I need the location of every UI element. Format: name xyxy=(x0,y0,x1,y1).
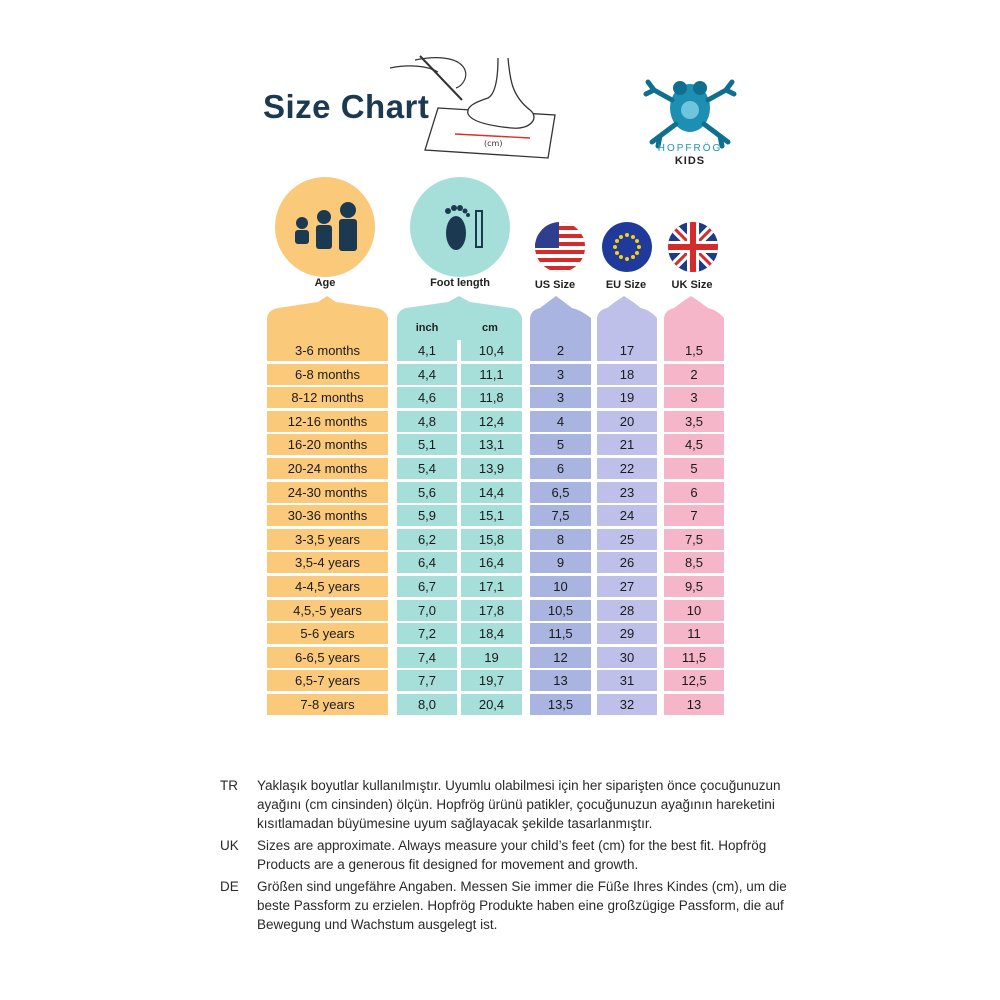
cell-uk: 3,5 xyxy=(664,411,724,432)
cell-uk: 8,5 xyxy=(664,552,724,573)
cell-uk: 10 xyxy=(664,600,724,621)
cell-age: 30-36 months xyxy=(267,505,388,526)
cell-us: 10 xyxy=(530,576,591,597)
cell-us: 5 xyxy=(530,434,591,455)
cell-uk: 11,5 xyxy=(664,647,724,668)
note-uk xyxy=(220,836,820,874)
cell-age: 12-16 months xyxy=(267,411,388,432)
cell-inch: 5,9 xyxy=(397,505,457,526)
cell-inch: 7,0 xyxy=(397,600,457,621)
cell-us: 3 xyxy=(530,364,591,385)
cell-uk: 11 xyxy=(664,623,724,644)
cell-eu: 18 xyxy=(597,364,657,385)
cell-eu: 20 xyxy=(597,411,657,432)
cell-age: 3-3,5 years xyxy=(267,529,388,550)
cell-eu: 19 xyxy=(597,387,657,408)
cm-label: (cm) xyxy=(484,139,503,148)
cell-cm: 15,1 xyxy=(461,505,522,526)
cm-subheader: cm xyxy=(482,322,498,334)
cell-cm: 16,4 xyxy=(461,552,522,573)
cell-age: 4,5,-5 years xyxy=(267,600,388,621)
cell-inch: 6,7 xyxy=(397,576,457,597)
us-size-header: US Size xyxy=(534,279,576,291)
cell-inch: 4,8 xyxy=(397,411,457,432)
cell-uk: 5 xyxy=(664,458,724,479)
cell-eu: 24 xyxy=(597,505,657,526)
cell-us: 6 xyxy=(530,458,591,479)
note-text: Sizes are approximate. Always measure your child’s feet (cm) for the best fit. Hopfrög Products are a generous fit designed for movement and growth. xyxy=(257,838,767,872)
cell-uk: 2 xyxy=(664,364,724,385)
cell-eu: 17 xyxy=(597,340,657,361)
cell-inch: 6,4 xyxy=(397,552,457,573)
cell-uk: 3 xyxy=(664,387,724,408)
cell-eu: 28 xyxy=(597,600,657,621)
cell-cm: 17,1 xyxy=(461,576,522,597)
note-de xyxy=(220,877,820,934)
cell-eu: 23 xyxy=(597,482,657,503)
inch-subheader: inch xyxy=(415,322,439,334)
cell-eu: 26 xyxy=(597,552,657,573)
cell-inch: 8,0 xyxy=(397,694,457,715)
cell-inch: 4,1 xyxy=(397,340,457,361)
cell-age: 8-12 months xyxy=(267,387,388,408)
cell-age: 5-6 years xyxy=(267,623,388,644)
cell-age: 4-4,5 years xyxy=(267,576,388,597)
page-title: Size Chart xyxy=(263,88,430,125)
note-tr xyxy=(220,776,820,833)
cell-eu: 31 xyxy=(597,670,657,691)
cell-eu: 25 xyxy=(597,529,657,550)
cell-uk: 4,5 xyxy=(664,434,724,455)
cell-us: 10,5 xyxy=(530,600,591,621)
note-code: TR xyxy=(220,778,238,793)
cell-eu: 29 xyxy=(597,623,657,644)
foot-length-header: Foot length xyxy=(430,277,490,289)
cell-cm: 19,7 xyxy=(461,670,522,691)
eu-size-header: EU Size xyxy=(605,279,647,291)
cell-us: 6,5 xyxy=(530,482,591,503)
cell-age: 6,5-7 years xyxy=(267,670,388,691)
cell-age: 7-8 years xyxy=(267,694,388,715)
note-code: DE xyxy=(220,879,239,894)
cell-cm: 13,1 xyxy=(461,434,522,455)
cell-age: 6-6,5 years xyxy=(267,647,388,668)
cell-cm: 13,9 xyxy=(461,458,522,479)
cell-cm: 20,4 xyxy=(461,694,522,715)
cell-cm: 15,8 xyxy=(461,529,522,550)
cell-age: 24-30 months xyxy=(267,482,388,503)
cell-cm: 17,8 xyxy=(461,600,522,621)
age-header: Age xyxy=(314,277,336,289)
cell-uk: 12,5 xyxy=(664,670,724,691)
cell-inch: 5,6 xyxy=(397,482,457,503)
cell-inch: 4,6 xyxy=(397,387,457,408)
cell-us: 13 xyxy=(530,670,591,691)
cell-uk: 1,5 xyxy=(664,340,724,361)
cell-eu: 22 xyxy=(597,458,657,479)
cell-cm: 10,4 xyxy=(461,340,522,361)
cell-age: 3,5-4 years xyxy=(267,552,388,573)
cell-uk: 7 xyxy=(664,505,724,526)
cell-us: 8 xyxy=(530,529,591,550)
cell-inch: 6,2 xyxy=(397,529,457,550)
cell-inch: 7,2 xyxy=(397,623,457,644)
note-text: Yaklaşık boyutlar kullanılmıştır. Uyumlu olabilmesi için her siparişten önce çocuğunuzun ayağını (cm cinsinden) ölçün. Hopfrög ürünü patikler, çocuğunuzun ayağının hareketini kısıtlamadan büyümesine uyum sağlayacak şekilde tasarlanmıştır. xyxy=(257,778,781,831)
cell-inch: 7,7 xyxy=(397,670,457,691)
cell-age: 3-6 months xyxy=(267,340,388,361)
cell-eu: 30 xyxy=(597,647,657,668)
uk-size-header: UK Size xyxy=(671,279,713,291)
cell-eu: 27 xyxy=(597,576,657,597)
cell-us: 12 xyxy=(530,647,591,668)
logo-brand-text: HOPFRÖG xyxy=(657,143,723,154)
notes-section xyxy=(220,776,820,937)
cell-eu: 32 xyxy=(597,694,657,715)
logo-kids-text: KIDS xyxy=(674,155,706,167)
note-text: Größen sind ungefähre Angaben. Messen Sie immer die Füße Ihres Kindes (cm), um die beste Passform zu erzielen. Hopfrög Produkte haben eine großzügige Passform, die auf Bewegung und Wachstum ausgelegt ist. xyxy=(257,879,787,932)
cell-us: 4 xyxy=(530,411,591,432)
cell-age: 6-8 months xyxy=(267,364,388,385)
cell-inch: 4,4 xyxy=(397,364,457,385)
cell-uk: 6 xyxy=(664,482,724,503)
cell-uk: 13 xyxy=(664,694,724,715)
cell-uk: 7,5 xyxy=(664,529,724,550)
cell-inch: 5,1 xyxy=(397,434,457,455)
cell-eu: 21 xyxy=(597,434,657,455)
cell-inch: 7,4 xyxy=(397,647,457,668)
cell-cm: 12,4 xyxy=(461,411,522,432)
cell-us: 7,5 xyxy=(530,505,591,526)
cell-age: 20-24 months xyxy=(267,458,388,479)
cell-cm: 11,1 xyxy=(461,364,522,385)
cell-us: 13,5 xyxy=(530,694,591,715)
cell-cm: 11,8 xyxy=(461,387,522,408)
cell-us: 2 xyxy=(530,340,591,361)
cell-inch: 5,4 xyxy=(397,458,457,479)
cell-uk: 9,5 xyxy=(664,576,724,597)
cell-cm: 18,4 xyxy=(461,623,522,644)
cell-age: 16-20 months xyxy=(267,434,388,455)
note-code: UK xyxy=(220,838,239,853)
cell-cm: 19 xyxy=(461,647,522,668)
cell-us: 9 xyxy=(530,552,591,573)
cell-us: 3 xyxy=(530,387,591,408)
cell-cm: 14,4 xyxy=(461,482,522,503)
cell-us: 11,5 xyxy=(530,623,591,644)
